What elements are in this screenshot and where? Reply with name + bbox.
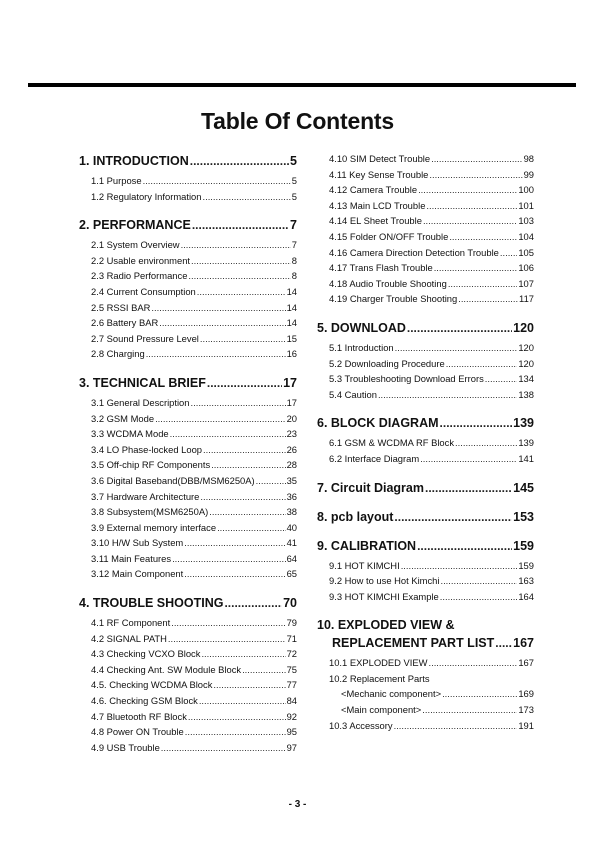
toc-entry-page: 36 <box>286 490 297 502</box>
toc-entry-label: 3.6 Digital Baseband(DBB/MSM6250A) <box>91 474 255 486</box>
section-gap <box>317 496 534 507</box>
toc-entry-page: 5 <box>290 154 297 168</box>
toc-entry-label: 9.3 HOT KIMCHI Example <box>329 590 439 602</box>
toc-entry-page: 38 <box>286 506 297 518</box>
toc-entry-label: 9.1 HOT KIMCHI <box>329 559 400 571</box>
dot-leader <box>209 504 285 520</box>
toc-entry-label: 7. Circuit Diagram <box>317 480 424 495</box>
toc-entry-page: 26 <box>286 443 297 455</box>
toc-entry-page: 139 <box>513 416 534 431</box>
toc-entry-label: 6. BLOCK DIAGRAM <box>317 416 439 431</box>
dot-leader <box>200 331 286 347</box>
toc-entry-page: 7 <box>291 239 297 251</box>
dot-leader <box>217 520 286 536</box>
dot-leader <box>500 245 517 261</box>
toc-entry-label: 3.8 Subsystem(MSM6250A) <box>91 506 209 518</box>
dot-leader <box>378 387 517 403</box>
toc-entry-label: 1.1 Purpose <box>91 175 142 186</box>
toc-entry-label: 6.1 GSM & WCDMA RF Block <box>329 437 455 449</box>
toc-entry-label: 2.6 Battery BAR <box>91 317 159 329</box>
toc-entry-page: 117 <box>519 293 534 305</box>
toc-section-title[interactable] <box>317 536 534 554</box>
section-gap <box>79 582 297 593</box>
toc-entry[interactable] <box>79 442 297 458</box>
toc-entry-label: 4.1 RF Component <box>91 617 171 629</box>
toc-entry-page: 99 <box>523 168 534 180</box>
toc-section <box>317 615 534 733</box>
toc-entry-page: 141 <box>518 452 534 464</box>
toc-entry-page: 104 <box>518 230 534 242</box>
section-gap <box>79 204 297 215</box>
toc-entry[interactable] <box>317 260 534 276</box>
toc-entry[interactable] <box>317 451 534 467</box>
toc-entry[interactable] <box>79 189 297 205</box>
toc-items-continued <box>317 151 534 307</box>
toc-entry-page: 164 <box>518 590 534 602</box>
toc-entry[interactable] <box>317 340 534 356</box>
dot-leader <box>440 415 513 431</box>
toc-entry[interactable] <box>317 356 534 372</box>
toc-entry-page: 100 <box>518 184 534 196</box>
section-gap <box>317 604 534 615</box>
toc-entry-page: 16 <box>286 348 297 360</box>
toc-entry-page: 169 <box>518 688 534 700</box>
toc-entry-page: 84 <box>286 695 297 707</box>
dot-leader <box>211 457 285 473</box>
toc-section-title[interactable] <box>79 373 297 391</box>
toc-entry-label: 4.6. Checking GSM Block <box>91 695 198 707</box>
dot-leader <box>146 346 286 362</box>
toc-section-title[interactable] <box>79 151 297 169</box>
toc-entry[interactable] <box>317 435 534 451</box>
toc-entry[interactable] <box>79 535 297 551</box>
toc-entry-label: 3.5 Off-chip RF Components <box>91 459 211 471</box>
section-gap <box>317 307 534 318</box>
toc-entry-page: 71 <box>286 632 297 644</box>
toc-entry-label: 10.2 Replacement Parts <box>329 672 430 684</box>
toc-entry[interactable] <box>317 229 534 245</box>
toc-entry[interactable] <box>79 300 297 316</box>
toc-items <box>79 173 297 204</box>
toc-entry-page: 134 <box>518 373 534 385</box>
toc-entry-label: 5.1 Introduction <box>329 341 394 353</box>
toc-entry-label: <Main component> <box>341 704 422 716</box>
toc-entry[interactable] <box>317 718 534 734</box>
toc-entry-label: 2.7 Sound Pressure Level <box>91 332 199 344</box>
toc-entry-page: 153 <box>513 509 534 524</box>
toc-entry-label: 4.19 Charger Trouble Shooting <box>329 293 458 305</box>
dot-leader <box>446 356 518 372</box>
dot-leader <box>184 535 285 551</box>
toc-entry-label: 4.15 Folder ON/OFF Trouble <box>329 230 449 242</box>
toc-entry-page: 105 <box>518 246 534 258</box>
toc-entry-page: 98 <box>523 153 534 164</box>
toc-entry-label: 2.5 RSSI BAR <box>91 301 151 313</box>
toc-section <box>317 478 534 496</box>
toc-items <box>317 655 534 733</box>
toc-entry[interactable] <box>79 551 297 567</box>
toc-entry-page: 14 <box>286 301 297 313</box>
toc-entry-page: 103 <box>518 215 534 227</box>
toc-entry-page: 5 <box>291 190 297 202</box>
toc-entry-label: 2. PERFORMANCE <box>79 218 191 233</box>
toc-entry-page: 72 <box>286 648 297 660</box>
toc-entry-label: 9.2 How to use Hot Kimchi <box>329 575 440 587</box>
toc-entry-page: 167 <box>518 657 534 669</box>
dot-leader <box>191 395 286 411</box>
toc-entry-page: 20 <box>286 412 297 424</box>
toc-entry-label: <Mechanic component> <box>341 688 442 700</box>
toc-entry[interactable] <box>317 558 534 574</box>
dot-leader <box>197 284 286 300</box>
toc-entry[interactable] <box>317 671 534 687</box>
dot-leader <box>425 480 512 496</box>
toc-entry[interactable] <box>79 346 297 362</box>
toc-entry-label: 4.11 Key Sense Trouble <box>329 168 429 180</box>
toc-entry-page: 7 <box>290 218 297 233</box>
dot-leader <box>440 589 518 605</box>
dot-leader <box>224 595 282 611</box>
toc-entry-label: 4.14 EL Sheet Trouble <box>329 215 422 227</box>
dot-leader <box>181 237 291 253</box>
toc-entry-page: 64 <box>286 552 297 564</box>
dot-leader <box>185 724 286 740</box>
toc-entry[interactable] <box>79 284 297 300</box>
toc-entry-label: 5.4 Caution <box>329 388 377 400</box>
toc-entry-label: 5.2 Downloading Procedure <box>329 357 445 369</box>
toc-entry[interactable] <box>79 457 297 473</box>
toc-entry-label: 10.3 Accessory <box>329 719 393 731</box>
toc-section <box>317 507 534 525</box>
dot-leader <box>171 615 285 631</box>
dot-leader <box>184 566 285 582</box>
toc-entry[interactable] <box>79 724 297 740</box>
toc-entry-label: 1.2 Regulatory Information <box>91 190 202 202</box>
dot-leader <box>161 740 286 756</box>
dot-leader <box>168 631 286 647</box>
dot-leader <box>143 173 291 189</box>
dot-leader <box>495 635 512 651</box>
toc-items <box>317 558 534 605</box>
dot-leader <box>188 268 290 284</box>
toc-entry-page: 28 <box>286 459 297 471</box>
toc-entry-label: 5. DOWNLOAD <box>317 320 406 335</box>
dot-leader <box>485 371 518 387</box>
toc-entry[interactable] <box>79 693 297 709</box>
toc-entry-page: 70 <box>283 596 297 611</box>
toc-items <box>79 395 297 582</box>
toc-section-title[interactable] <box>79 215 297 233</box>
toc-entry-page: 159 <box>518 559 534 571</box>
toc-entry[interactable] <box>79 395 297 411</box>
dot-leader <box>458 291 518 307</box>
toc-entry-label: 4.18 Audio Trouble Shooting <box>329 277 447 289</box>
toc-entry-page: 107 <box>518 277 534 289</box>
toc-entry-label: 4.4 Checking Ant. SW Module Block <box>91 663 242 675</box>
toc-entry[interactable] <box>317 213 534 229</box>
dot-leader <box>242 662 285 678</box>
toc-entry-page: 120 <box>513 320 534 335</box>
dot-leader <box>201 646 285 662</box>
toc-section-title[interactable]: 10. EXPLODED VIEW & <box>317 618 455 633</box>
dot-leader <box>431 151 522 167</box>
toc-entry[interactable] <box>79 677 297 693</box>
dot-leader <box>190 153 289 169</box>
toc-entry-page: 106 <box>518 262 534 274</box>
toc-entry-label: 2.2 Usable environment <box>91 254 191 266</box>
toc-section-title[interactable] <box>317 507 534 525</box>
toc-section <box>79 593 297 755</box>
dot-leader <box>434 260 518 276</box>
toc-entry[interactable] <box>79 173 297 189</box>
toc-entry-label: 4.5. Checking WCDMA Block <box>91 679 213 691</box>
dot-leader <box>394 718 518 734</box>
toc-entry-page: 35 <box>286 474 297 486</box>
dot-leader <box>417 538 512 554</box>
toc-entry-page: 15 <box>286 332 297 344</box>
dot-leader <box>159 315 285 331</box>
toc-entry-page: 14 <box>286 285 297 297</box>
toc-section-title-continued[interactable] <box>317 633 534 651</box>
toc-entry[interactable] <box>317 686 534 702</box>
dot-leader <box>423 213 517 229</box>
toc-entry[interactable] <box>317 291 534 307</box>
section-gap <box>79 362 297 373</box>
toc-entry[interactable] <box>317 387 534 403</box>
toc-entry[interactable] <box>317 589 534 605</box>
toc-entry[interactable] <box>317 702 534 718</box>
toc-entry-label: 9. CALIBRATION <box>317 538 417 553</box>
toc-entry-label: 4.8 Power ON Trouble <box>91 726 184 738</box>
dot-leader <box>440 573 517 589</box>
toc-entry-page: 92 <box>286 710 297 722</box>
toc-entry-label: 8. pcb layout <box>317 509 394 524</box>
toc-entry-page: 75 <box>286 663 297 675</box>
toc-entry-page: 17 <box>283 375 297 390</box>
toc-entry-page: 159 <box>513 538 534 553</box>
toc-entry-label: 4.16 Camera Direction Detection Trouble <box>329 246 499 258</box>
toc-entry[interactable] <box>79 473 297 489</box>
toc-entry[interactable] <box>317 655 534 671</box>
toc-items <box>317 435 534 466</box>
toc-entry[interactable] <box>317 198 534 214</box>
toc-entry-label: 4.9 USB Trouble <box>91 741 160 753</box>
dot-leader <box>202 189 290 205</box>
toc-section <box>317 318 534 402</box>
toc-section-title[interactable] <box>79 593 297 611</box>
toc-entry-page: 17 <box>286 396 297 408</box>
top-rule <box>28 83 576 87</box>
toc-items <box>317 340 534 402</box>
toc-entry-label: 4.3 Checking VCXO Block <box>91 648 201 660</box>
toc-section <box>79 151 297 204</box>
dot-leader <box>395 340 518 356</box>
toc-entry-page: 191 <box>518 719 534 731</box>
toc-entry-page: 163 <box>518 575 534 587</box>
dot-leader <box>422 702 517 718</box>
toc-entry-label: 2.3 Radio Performance <box>91 270 188 282</box>
toc-entry-page: 14 <box>286 317 297 329</box>
toc-entry-label: 2.4 Current Consumption <box>91 285 196 297</box>
toc-entry-page: 95 <box>286 726 297 738</box>
toc-section <box>79 215 297 362</box>
dot-leader <box>448 276 518 292</box>
toc-entry-page: 139 <box>518 437 534 449</box>
toc-entry-label: 3.12 Main Component <box>91 568 184 580</box>
toc-entry[interactable] <box>79 740 297 756</box>
dot-leader <box>394 509 512 525</box>
toc-entry-page: 120 <box>518 341 534 353</box>
toc-entry-label: 3.7 Hardware Architecture <box>91 490 200 502</box>
toc-left-column <box>79 151 297 755</box>
toc-section-title[interactable] <box>317 413 534 431</box>
section-gap <box>317 402 534 413</box>
toc-section-title[interactable] <box>317 318 534 336</box>
dot-leader <box>151 300 285 316</box>
toc-entry-label: 4.2 SIGNAL PATH <box>91 632 167 644</box>
toc-entry-label: 3.3 WCDMA Mode <box>91 428 169 440</box>
toc-entry[interactable] <box>79 662 297 678</box>
toc-entry-label: 10.1 EXPLODED VIEW <box>329 657 428 669</box>
toc-entry-page: 173 <box>518 704 534 716</box>
toc-entry-label: 4.7 Bluetooth RF Block <box>91 710 187 722</box>
toc-entry[interactable] <box>79 253 297 269</box>
toc-entry-label: 3.4 LO Phase-locked Loop <box>91 443 203 455</box>
toc-entry-label: 2.1 System Overview <box>91 239 180 251</box>
toc-entry-page: 8 <box>291 270 297 282</box>
toc-entry[interactable] <box>79 709 297 725</box>
toc-entry[interactable] <box>317 167 534 183</box>
dot-leader <box>172 551 285 567</box>
dot-leader <box>188 709 286 725</box>
toc-entry[interactable] <box>317 245 534 261</box>
toc-entry-page: 41 <box>286 537 297 549</box>
toc-entry[interactable] <box>317 573 534 589</box>
toc-entry-page: 65 <box>286 568 297 580</box>
toc-entry[interactable] <box>317 151 534 167</box>
toc-entry[interactable] <box>79 615 297 631</box>
toc-entry-page: 138 <box>518 388 534 400</box>
dot-leader <box>442 686 517 702</box>
toc-section-title[interactable] <box>317 478 534 496</box>
toc-entry-label: 3.10 H/W Sub System <box>91 537 184 549</box>
toc-entry-label: 3.9 External memory interface <box>91 521 217 533</box>
toc-entry[interactable] <box>317 371 534 387</box>
page-number: - 3 - <box>288 799 307 810</box>
toc-entry-label: 3. TECHNICAL BRIEF <box>79 375 206 390</box>
toc-items <box>79 615 297 755</box>
toc-section <box>317 536 534 605</box>
toc-entry-label: 4.17 Trans Flash Trouble <box>329 262 433 274</box>
toc-entry-label: REPLACEMENT PART LIST <box>332 636 495 651</box>
toc-entry-page: 5 <box>291 175 297 186</box>
toc-entry[interactable] <box>79 315 297 331</box>
toc-entry-label: 5.3 Troubleshooting Download Errors <box>329 373 484 385</box>
toc-entry-label: 4.12 Camera Trouble <box>329 184 418 196</box>
toc-entry-label: 3.2 GSM Mode <box>91 412 155 424</box>
toc-entry-label: 3.11 Main Features <box>91 552 172 564</box>
page-title: Table Of Contents <box>201 108 394 134</box>
dot-leader <box>429 167 522 183</box>
toc-entry[interactable] <box>79 566 297 582</box>
toc-entry-page: 97 <box>286 741 297 753</box>
toc-entry-page: 77 <box>286 679 297 691</box>
dot-leader <box>401 558 518 574</box>
toc-entry[interactable] <box>79 504 297 520</box>
toc-entry[interactable] <box>79 520 297 536</box>
toc-entry[interactable] <box>79 237 297 253</box>
toc-entry-page: 120 <box>518 357 534 369</box>
dot-leader <box>428 655 517 671</box>
toc-entry[interactable] <box>317 182 534 198</box>
toc-entry-page: 79 <box>286 617 297 629</box>
toc-section <box>79 373 297 582</box>
dot-leader <box>170 426 286 442</box>
toc-items <box>79 237 297 362</box>
toc-right-column <box>317 151 534 733</box>
toc-entry[interactable] <box>317 276 534 292</box>
dot-leader <box>199 693 286 709</box>
toc-entry-label: 2.8 Charging <box>91 348 145 360</box>
dot-leader <box>200 489 285 505</box>
toc-entry[interactable] <box>79 426 297 442</box>
toc-entry-page: 8 <box>291 254 297 266</box>
dot-leader <box>420 451 517 467</box>
dot-leader <box>449 229 517 245</box>
toc-entry-page: 101 <box>518 199 534 211</box>
dot-leader <box>256 473 286 489</box>
toc-entry[interactable] <box>79 489 297 505</box>
toc-entry-label: 1. INTRODUCTION <box>79 154 189 168</box>
toc-entry-page: 40 <box>286 521 297 533</box>
dot-leader <box>203 442 286 458</box>
toc-entry[interactable] <box>79 411 297 427</box>
toc-entry[interactable] <box>79 268 297 284</box>
dot-leader <box>407 320 512 336</box>
toc-entry-page: 167 <box>513 636 534 651</box>
dot-leader <box>213 677 285 693</box>
toc-entry-label: 4.13 Main LCD Trouble <box>329 199 426 211</box>
section-gap <box>317 525 534 536</box>
dot-leader <box>418 182 517 198</box>
toc-entry-label: 4.10 SIM Detect Trouble <box>329 153 431 164</box>
dot-leader <box>192 217 289 233</box>
dot-leader <box>455 435 517 451</box>
toc-section <box>317 413 534 466</box>
toc-entry[interactable] <box>79 646 297 662</box>
section-gap <box>317 467 534 478</box>
toc-entry-page: 145 <box>513 480 534 495</box>
toc-entry-label: 4. TROUBLE SHOOTING <box>79 596 224 611</box>
dot-leader <box>426 198 517 214</box>
dot-leader <box>207 375 282 391</box>
toc-entry[interactable] <box>79 331 297 347</box>
toc-entry-label: 3.1 General Description <box>91 396 190 408</box>
toc-entry-label: 6.2 Interface Diagram <box>329 452 420 464</box>
toc-entry[interactable] <box>79 631 297 647</box>
dot-leader <box>155 411 286 427</box>
dot-leader <box>191 253 291 269</box>
toc-entry-page: 23 <box>286 428 297 440</box>
